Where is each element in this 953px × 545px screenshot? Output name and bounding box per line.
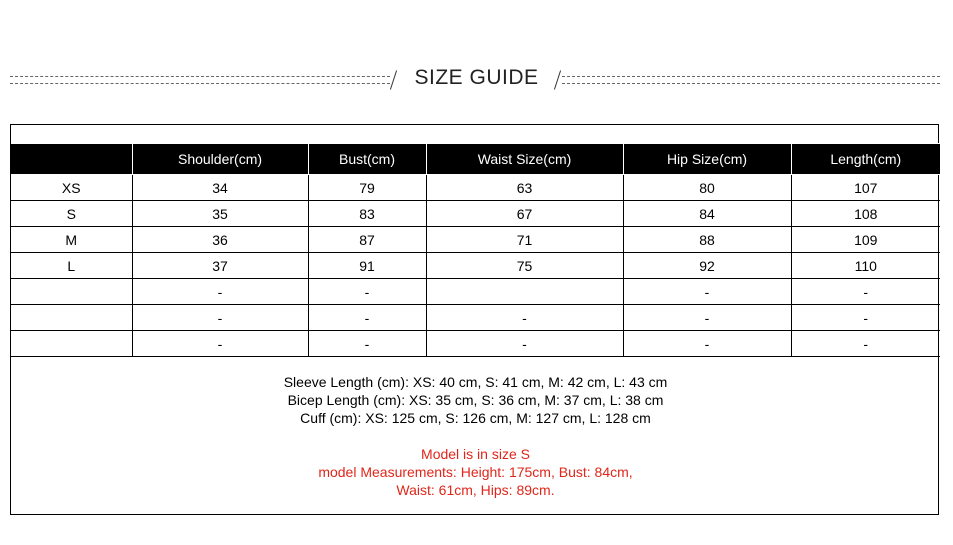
bust-cell: -	[308, 305, 426, 331]
right-tick	[554, 70, 561, 89]
size-chart-panel	[10, 124, 939, 515]
header-bust: Bust(cm)	[308, 144, 426, 175]
size-table	[11, 143, 940, 357]
title-row	[0, 64, 953, 98]
waist-cell: 67	[426, 201, 623, 227]
sleeve-length-note: Sleeve Length (cm): XS: 40 cm, S: 41 cm, M: 42 cm, L: 43 cm	[283, 374, 668, 390]
bust-cell: -	[308, 331, 426, 357]
length-cell: 109	[791, 227, 940, 253]
waist-cell	[426, 279, 623, 305]
left-tick	[390, 70, 397, 89]
header-size	[11, 144, 132, 175]
cuff-note: Cuff (cm): XS: 125 cm, S: 126 cm, M: 127 cm, L: 128 cm	[300, 410, 651, 426]
hip-cell: 84	[623, 201, 791, 227]
header-length: Length(cm)	[791, 144, 940, 175]
table-row	[11, 279, 940, 305]
length-cell: 107	[791, 175, 940, 201]
table-row	[11, 253, 940, 279]
table-row	[11, 331, 940, 357]
header-hip: Hip Size(cm)	[623, 144, 791, 175]
shoulder-cell: -	[132, 279, 308, 305]
shoulder-cell: 35	[132, 201, 308, 227]
table-row	[11, 175, 940, 201]
model-measurements-note: model Measurements: Height: 175cm, Bust: 84cm,	[318, 464, 633, 480]
shoulder-cell: 37	[132, 253, 308, 279]
waist-cell: 75	[426, 253, 623, 279]
waist-cell: 71	[426, 227, 623, 253]
hip-cell: -	[623, 305, 791, 331]
right-divider	[562, 76, 940, 84]
waist-cell: -	[426, 305, 623, 331]
model-measurements-note-continued: Waist: 61cm, Hips: 89cm.	[396, 482, 555, 498]
length-cell: -	[791, 331, 940, 357]
shoulder-cell: -	[132, 331, 308, 357]
table-header-row	[11, 144, 940, 175]
waist-cell: -	[426, 331, 623, 357]
notes-spacer	[11, 427, 940, 445]
size-cell: L	[11, 253, 132, 279]
length-cell: -	[791, 305, 940, 331]
bust-cell: 79	[308, 175, 426, 201]
length-cell: 108	[791, 201, 940, 227]
table-row	[11, 227, 940, 253]
size-cell: M	[11, 227, 132, 253]
shoulder-cell: 34	[132, 175, 308, 201]
left-divider	[10, 76, 390, 84]
bust-cell: -	[308, 279, 426, 305]
size-cell	[11, 305, 132, 331]
hip-cell: -	[623, 279, 791, 305]
bicep-length-note: Bicep Length (cm): XS: 35 cm, S: 36 cm, M: 37 cm, L: 38 cm	[287, 392, 664, 408]
bust-cell: 87	[308, 227, 426, 253]
header-shoulder: Shoulder(cm)	[132, 144, 308, 175]
table-row	[11, 305, 940, 331]
header-waist: Waist Size(cm)	[426, 144, 623, 175]
length-cell: 110	[791, 253, 940, 279]
size-cell: S	[11, 201, 132, 227]
size-cell	[11, 279, 132, 305]
table-row	[11, 201, 940, 227]
hip-cell: -	[623, 331, 791, 357]
hip-cell: 92	[623, 253, 791, 279]
waist-cell: 63	[426, 175, 623, 201]
page-title: SIZE GUIDE	[414, 66, 539, 89]
length-cell: -	[791, 279, 940, 305]
measurement-notes	[11, 373, 940, 499]
bust-cell: 91	[308, 253, 426, 279]
shoulder-cell: -	[132, 305, 308, 331]
hip-cell: 88	[623, 227, 791, 253]
size-cell	[11, 331, 132, 357]
bust-cell: 83	[308, 201, 426, 227]
size-cell: XS	[11, 175, 132, 201]
shoulder-cell: 36	[132, 227, 308, 253]
model-size-note: Model is in size S	[421, 446, 530, 462]
hip-cell: 80	[623, 175, 791, 201]
